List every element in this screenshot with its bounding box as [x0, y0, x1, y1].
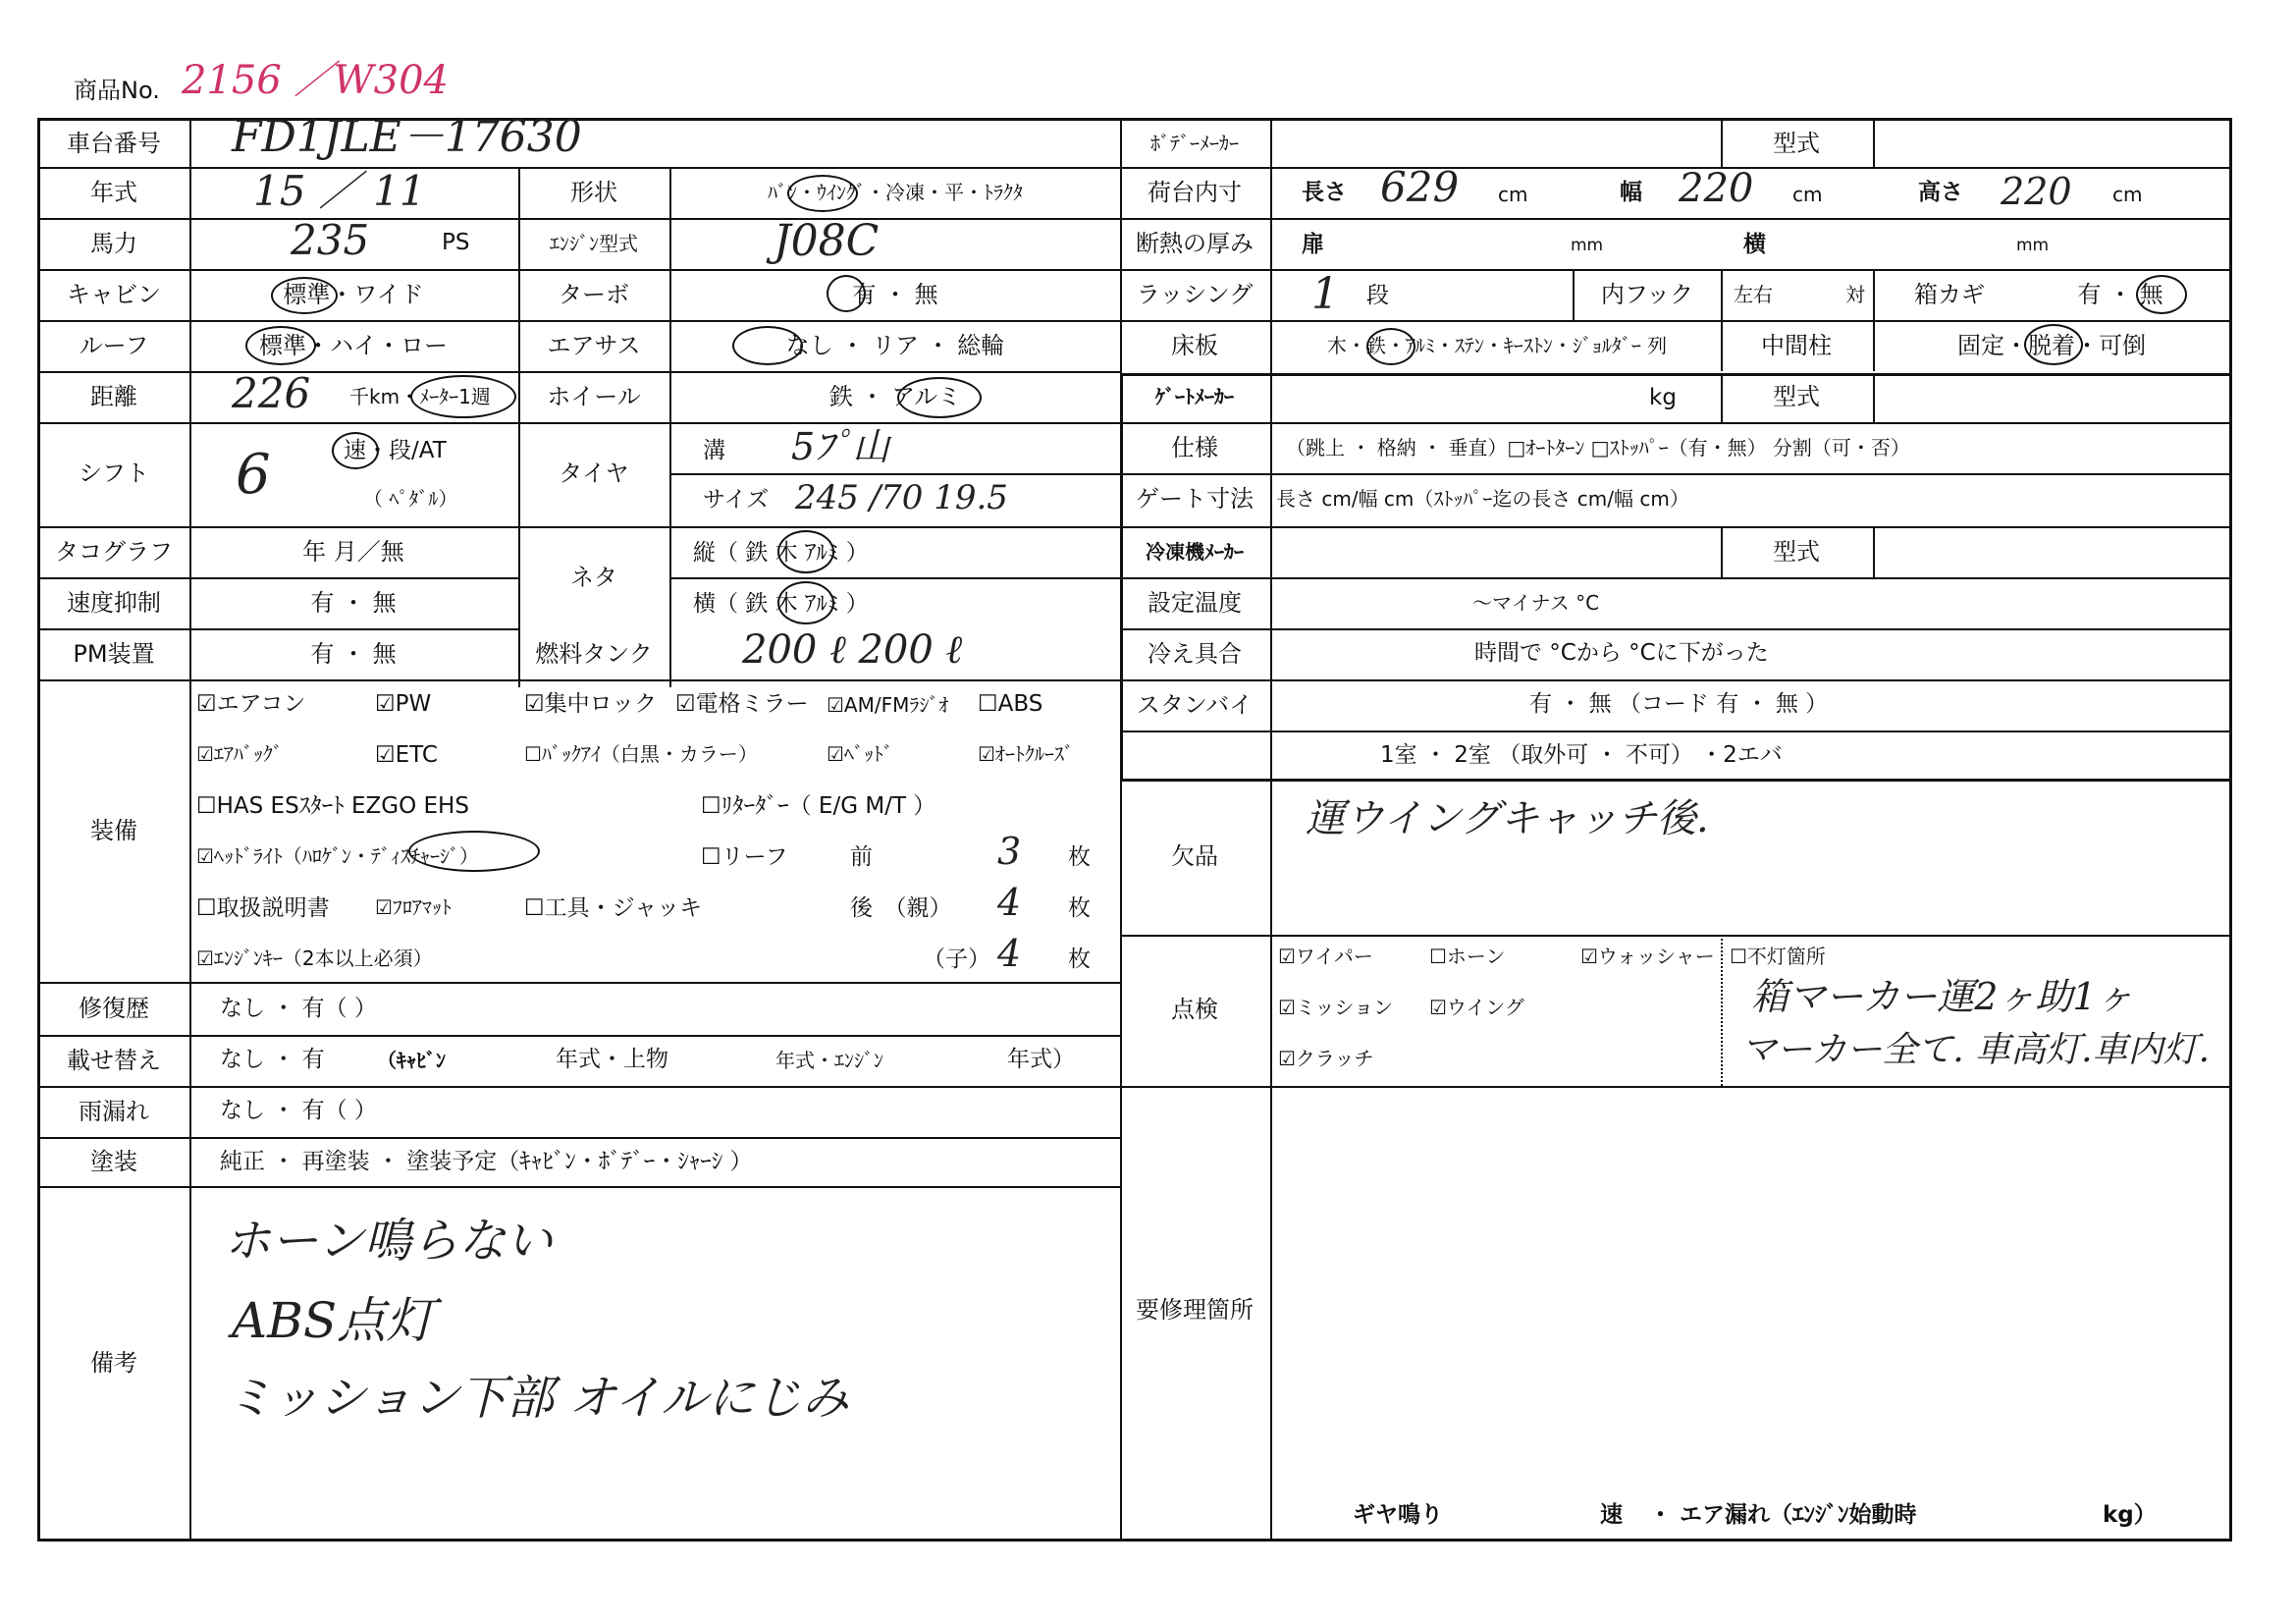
- gate-maker-label: ｹﾞｰﾄﾒｰｶｰ: [1155, 385, 1234, 408]
- hook-lr: 左右: [1734, 283, 1773, 306]
- turbo-options: 有 ・ 無: [852, 281, 938, 308]
- grid-line: [37, 320, 1120, 322]
- grid-line: [1873, 526, 1875, 577]
- equip-floor-mat: ☑ﾌﾛｱﾏｯﾄ: [375, 895, 452, 919]
- grid-line: [1120, 118, 1122, 1542]
- swap-end: 年式）: [1007, 1047, 1075, 1072]
- distance-label: 距離: [90, 383, 137, 410]
- spec-label: 仕様: [1171, 434, 1218, 461]
- grid-line: [37, 1186, 1120, 1188]
- equip-central-lock: ☑集中ロック: [524, 691, 658, 717]
- grid-line: [1270, 118, 1272, 1542]
- cargo-label: 荷台内寸: [1148, 179, 1242, 206]
- body-model-label: 型式: [1773, 130, 1820, 157]
- standby-rooms: 1室 ・ 2室 （取外可 ・ 不可） ・2エバ: [1380, 742, 1783, 768]
- tire-label: タイヤ: [559, 460, 629, 487]
- shift-label: シフト: [79, 460, 149, 487]
- airsus-options: なし ・ リア ・ 総輪: [785, 332, 1005, 359]
- grid-line: [189, 118, 191, 1542]
- floor-options: 木・鉄・ｱﾙﾐ・ｽﾃﾝ・ｷｰｽﾄﾝ・ｼﾞｮﾙﾀﾞｰ 列: [1326, 334, 1668, 357]
- selection-circle: [777, 530, 834, 573]
- equip-manual: ☐取扱説明書: [196, 895, 330, 921]
- wheel-options: 鉄 ・ アルミ: [828, 383, 962, 410]
- shift-pedal: （ ﾍﾟﾀﾞﾙ）: [363, 487, 458, 511]
- hp-unit: PS: [442, 230, 470, 255]
- paint-label: 塗装: [90, 1148, 137, 1175]
- lamp-label: ☐不灯箇所: [1730, 945, 1826, 968]
- inspect-horn: ☐ホーン: [1429, 945, 1506, 968]
- door-unit: mm: [1571, 236, 1604, 255]
- side-label: 横: [1743, 232, 1766, 257]
- selection-circle: [777, 581, 834, 624]
- grid-line: [37, 269, 1120, 271]
- wheel-label: ホイール: [547, 383, 641, 410]
- distance-unit: 千km・ﾒｰﾀｰ1週: [349, 385, 491, 408]
- grid-line: [1120, 473, 2232, 475]
- grid-line: [1873, 118, 1875, 167]
- gate-size-label: ゲート寸法: [1136, 485, 1254, 513]
- roof-label: ルーフ: [79, 332, 149, 359]
- year-value: 15 ／ 11: [253, 167, 426, 215]
- roof-options: 標準・ハイ・ロー: [259, 332, 448, 359]
- grid-line: [37, 167, 1120, 169]
- box-key-label: 箱カギ: [1914, 281, 1985, 308]
- grid-line: [37, 371, 1120, 373]
- grid-line: [1120, 422, 2232, 424]
- lamp-line-2: マーカー全て. 車高灯.車内灯.: [1741, 1030, 2211, 1070]
- lashing-unit: 段: [1366, 283, 1389, 308]
- grid-line: [1721, 526, 1723, 577]
- size-value: 245 /70 19.5: [795, 478, 1008, 517]
- chassis-label: 車台番号: [67, 130, 161, 157]
- shift-options: 速・段/AT: [344, 438, 447, 463]
- gear-speed-label: 速: [1600, 1502, 1623, 1528]
- pm-label: PM装置: [73, 640, 155, 668]
- grid-line: [37, 679, 1120, 681]
- neta-vertical: 縦（ 鉄 木 ｱﾙﾐ ）: [693, 540, 869, 566]
- equip-leaf: ☐リーフ: [701, 844, 788, 870]
- cool-text: 時間で °Cから °Cに下がった: [1474, 640, 1769, 666]
- pillar-label: 中間柱: [1761, 332, 1832, 359]
- inspection-label: 点検: [1171, 996, 1218, 1023]
- lashing-value: 1: [1311, 269, 1339, 319]
- grid-line: [1873, 373, 1875, 422]
- equip-retarder: ☐ﾘﾀｰﾀﾞｰ（ E/G M/T ）: [701, 793, 936, 819]
- equip-back-eye: ☐ﾊﾞｯｸｱｲ（白黒・カラー）: [524, 742, 758, 766]
- fridge-model-label: 型式: [1773, 538, 1820, 566]
- cabin-options: 標準・ワイド: [283, 281, 424, 308]
- length-label: 長さ: [1302, 180, 1347, 205]
- swap-body: 年式・上物: [556, 1047, 668, 1072]
- tread-label: 溝: [703, 438, 725, 463]
- missing-label: 欠品: [1171, 842, 1218, 870]
- selection-circle: [2136, 275, 2187, 314]
- equip-airbag: ☑ｴｱﾊﾞｯｸﾞ: [196, 742, 283, 766]
- grid-line: [37, 1035, 1120, 1037]
- hook-label: 内フック: [1600, 281, 1694, 308]
- equip-etc: ☑ETC: [375, 742, 438, 768]
- product-no-label: 商品No.: [74, 77, 160, 104]
- leaf-unit: 枚: [1068, 844, 1091, 870]
- equip-pw: ☑PW: [375, 691, 432, 717]
- grid-line: [1120, 731, 2232, 732]
- leaf-unit: 枚: [1068, 947, 1091, 972]
- grid-line: [37, 218, 1120, 220]
- remarks-line-2: ABS点灯: [232, 1292, 436, 1349]
- selection-circle: [1366, 328, 1415, 365]
- tacho-options: 年 月／無: [302, 538, 404, 566]
- grid-line: [37, 577, 518, 579]
- tacho-label: タコグラフ: [55, 538, 173, 566]
- grid-line: [669, 526, 671, 679]
- leak-label: 雨漏れ: [79, 1098, 149, 1125]
- year-label: 年式: [90, 179, 137, 206]
- remarks-label: 備考: [90, 1349, 137, 1377]
- grid-line: [669, 577, 1120, 579]
- grid-line: [37, 526, 1120, 528]
- gate-size-text: 長さ cm/幅 cm（ｽﾄｯﾊﾟｰ迄の長さ cm/幅 cm）: [1276, 487, 1689, 511]
- lamp-line-1: 箱マーカー運2ヶ助1ヶ: [1751, 975, 2134, 1018]
- swap-cabin: （ｷｬﾋﾞﾝ: [377, 1049, 446, 1072]
- grid-line: [1120, 577, 2232, 579]
- leaf-rear-value: 4: [997, 881, 1022, 924]
- grid-line: [37, 628, 518, 630]
- inspect-clutch: ☑クラッチ: [1278, 1047, 1374, 1070]
- engine-value: J08C: [774, 216, 880, 266]
- equip-auto-cruise: ☑ｵｰﾄｸﾙｰｽﾞ: [978, 742, 1074, 766]
- grid-line: [669, 473, 1120, 475]
- leaf-unit: 枚: [1068, 895, 1091, 921]
- fuel-label: 燃料タンク: [535, 640, 653, 668]
- height-label: 高さ: [1918, 180, 1963, 205]
- grid-line: [37, 982, 1120, 984]
- selection-circle: [408, 831, 540, 872]
- neta-horizontal: 横（ 鉄 木 ｱﾙﾐ ）: [693, 591, 869, 617]
- height-unit: cm: [2112, 183, 2143, 206]
- inspect-washer: ☑ウォッシャー: [1580, 945, 1715, 968]
- grid-line: [1573, 269, 1575, 320]
- gate-model-label: 型式: [1773, 383, 1820, 410]
- grid-line: [1721, 118, 1723, 167]
- leaf-child-value: 4: [997, 932, 1022, 975]
- grid-line: [1120, 167, 2232, 169]
- grid-line: [1120, 320, 2232, 322]
- selection-circle: [732, 326, 803, 365]
- leaf-child-label: （子）: [923, 947, 990, 972]
- equip-has: ☐HAS ESｽﾀｰﾄ EZGO EHS: [196, 793, 469, 819]
- pm-options: 有 ・ 無: [310, 640, 397, 668]
- width-label: 幅: [1620, 180, 1642, 205]
- inspect-wing: ☑ウイング: [1429, 996, 1524, 1019]
- product-no-value: 2156 ／W304: [182, 58, 449, 103]
- hook-pair: 対: [1845, 283, 1865, 306]
- shape-label: 形状: [570, 179, 617, 206]
- shape-options: ﾊﾞﾝ・ｳｲﾝｸﾞ・冷凍・平・ﾄﾗｸﾀ: [768, 181, 1023, 204]
- repair-needed-label: 要修理箇所: [1136, 1296, 1254, 1324]
- selection-circle: [271, 277, 338, 314]
- inspect-mission: ☑ミッション: [1278, 996, 1394, 1019]
- size-label: サイズ: [703, 487, 770, 513]
- leaf-front-label: 前: [850, 844, 873, 870]
- air-leak-unit: kg）: [2103, 1502, 2157, 1528]
- grid-line: [1120, 1086, 2232, 1088]
- selection-circle: [2024, 324, 2083, 365]
- engine-label: ｴﾝｼﾞﾝ型式: [550, 232, 638, 255]
- leak-text: なし ・ 有（ ）: [220, 1098, 377, 1123]
- grid-line: [37, 1086, 1120, 1088]
- grid-line: [518, 167, 520, 687]
- spec-options: （跳上 ・ 格納 ・ 垂直）□ｵｰﾄﾀｰﾝ □ｽﾄｯﾊﾟｰ（有・無） 分割（可・否）: [1286, 436, 1910, 460]
- shift-value: 6: [236, 443, 271, 507]
- chassis-value: FD1JLE－17630: [232, 112, 582, 162]
- repair-history-text: なし ・ 有（ ）: [220, 996, 377, 1021]
- missing-value: 運ウイングキャッチ後.: [1306, 796, 1709, 841]
- standby-label: スタンバイ: [1136, 691, 1254, 719]
- equip-engine-key: ☑ｴﾝｼﾞﾝｷｰ（2本以上必須）: [196, 947, 433, 970]
- side-unit: mm: [2016, 236, 2050, 255]
- grid-line: [1120, 218, 2232, 220]
- door-label: 扉: [1302, 232, 1324, 257]
- grid-line: [1120, 935, 2232, 937]
- grid-line: [1721, 935, 1723, 1086]
- tread-value: 5ﾌﾟ山: [791, 425, 890, 468]
- air-leak-label: ・ エア漏れ（ｴﾝｼﾞﾝ始動時: [1649, 1502, 1917, 1528]
- swap-engine: 年式・ｴﾝｼﾞﾝ: [775, 1049, 883, 1072]
- grid-line: [1120, 526, 2232, 528]
- box-key-options: 有 ・ 無: [2077, 281, 2163, 308]
- hp-value: 235: [291, 216, 370, 264]
- pillar-options: 固定・脱着・可倒: [1957, 332, 2146, 359]
- body-maker-label: ﾎﾞﾃﾞｰﾒｰｶｰ: [1150, 132, 1239, 155]
- inspect-wiper: ☑ワイパー: [1278, 945, 1373, 968]
- distance-value: 226: [232, 369, 311, 417]
- hp-label: 馬力: [90, 230, 137, 257]
- equip-headlight: ☑ﾍｯﾄﾞﾗｲﾄ（ﾊﾛｹﾞﾝ・ﾃﾞｨｽﾁｬｰｼﾞ）: [196, 844, 479, 868]
- speed-limit-label: 速度抑制: [67, 589, 161, 617]
- grid-line: [1120, 269, 2232, 271]
- speed-limit-options: 有 ・ 無: [310, 589, 397, 617]
- cool-label: 冷え具合: [1148, 640, 1242, 668]
- height-value: 220: [2001, 170, 2072, 213]
- standby-text: 有 ・ 無 （コード 有 ・ 無 ）: [1529, 691, 1829, 717]
- gate-kg-unit: kg: [1649, 385, 1677, 410]
- selection-circle: [787, 175, 858, 212]
- grid-line: [37, 1137, 1120, 1139]
- grid-line: [1721, 373, 1723, 422]
- selection-circle: [897, 377, 982, 418]
- equip-tools: ☐工具・ジャッキ: [524, 895, 703, 921]
- length-value: 629: [1380, 163, 1460, 211]
- width-value: 220: [1679, 166, 1754, 211]
- swap-text: なし ・ 有: [220, 1047, 325, 1072]
- width-unit: cm: [1792, 183, 1823, 206]
- selection-circle: [245, 326, 316, 365]
- selection-circle: [410, 375, 516, 418]
- swap-label: 載せ替え: [67, 1047, 161, 1074]
- temp-text: ～マイナス °C: [1472, 591, 1600, 615]
- grid-line: [1120, 679, 2232, 681]
- equip-aircon: ☑エアコン: [196, 691, 306, 717]
- remarks-line-1: ホーン鳴らない: [224, 1214, 554, 1269]
- length-unit: cm: [1498, 183, 1528, 206]
- grid-line: [37, 422, 1120, 424]
- equip-mirror: ☑電格ミラー: [675, 691, 809, 717]
- turbo-label: ターボ: [559, 281, 629, 308]
- fridge-maker-label: 冷凍機ﾒｰｶｰ: [1146, 540, 1244, 564]
- leaf-rear-label: 後 （親）: [850, 895, 952, 921]
- gear-noise-label: ギヤ鳴り: [1353, 1502, 1443, 1528]
- grid-line: [1120, 628, 2232, 630]
- equip-abs: ☐ABS: [978, 691, 1043, 717]
- insulation-label: 断熱の厚み: [1136, 230, 1254, 257]
- paint-text: 純正 ・ 再塗装 ・ 塗装予定（ｷｬﾋﾞﾝ・ﾎﾞﾃﾞｰ・ｼｬｰｼ ）: [220, 1149, 753, 1174]
- neta-label: ネタ: [570, 564, 617, 591]
- remarks-line-3: ミッション下部 オイルにじみ: [226, 1371, 849, 1426]
- equip-radio: ☑AM/FMﾗｼﾞｵ: [827, 693, 949, 717]
- temp-label: 設定温度: [1148, 589, 1242, 617]
- floor-label: 床板: [1171, 332, 1218, 359]
- lashing-label: ラッシング: [1136, 281, 1254, 308]
- equipment-label: 装備: [90, 817, 137, 844]
- leaf-front-value: 3: [997, 830, 1022, 873]
- selection-circle: [332, 432, 379, 469]
- repair-history-label: 修復歴: [79, 995, 149, 1022]
- cabin-label: キャビン: [67, 281, 161, 308]
- fuel-value: 200 ℓ 200 ℓ: [742, 627, 963, 673]
- airsus-label: エアサス: [547, 332, 641, 359]
- selection-circle: [827, 275, 866, 312]
- equip-bed: ☑ﾍﾞｯﾄﾞ: [827, 742, 893, 766]
